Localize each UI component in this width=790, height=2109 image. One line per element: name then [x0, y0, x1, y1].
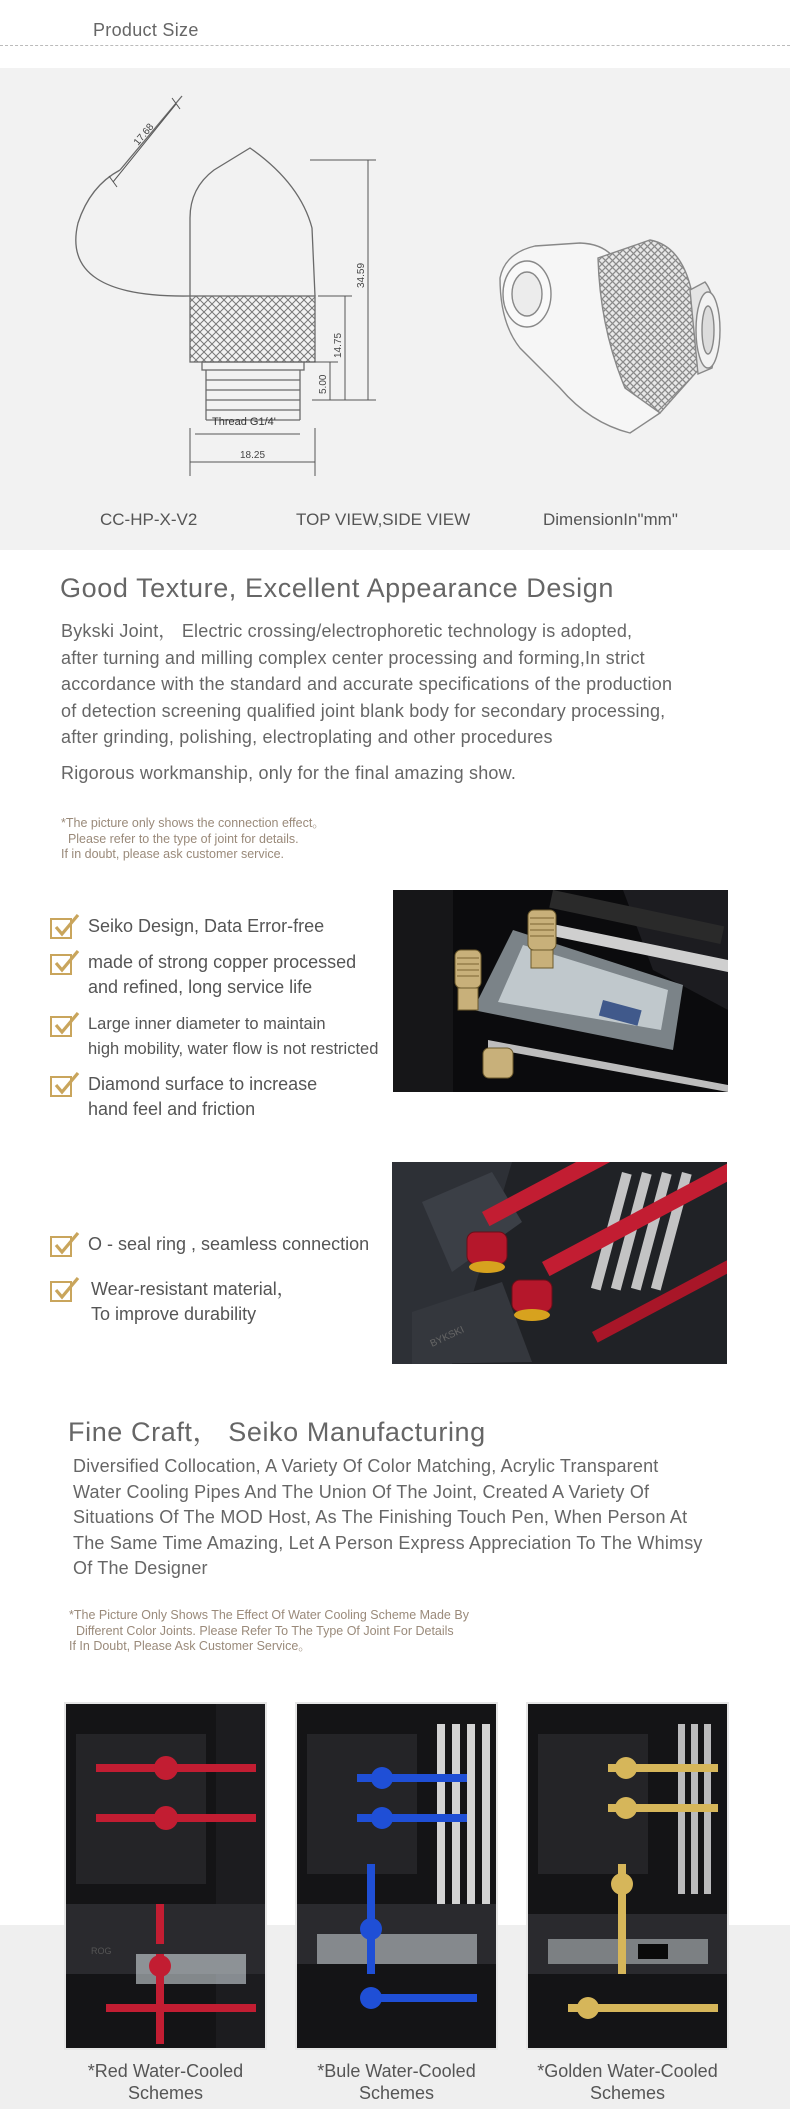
photo-acrylic-fitting — [393, 890, 728, 1092]
fitting-side-view — [500, 240, 720, 433]
check-icon — [50, 950, 80, 976]
note-line: Different Color Joints. Please Refer To The Type Of Joint For Details — [69, 1623, 454, 1638]
caption-views: TOP VIEW,SIDE VIEW — [296, 510, 471, 529]
feature-item — [50, 914, 324, 940]
dimension-drawing — [0, 68, 790, 550]
note-line: *The picture only shows the connection effect。 — [61, 816, 325, 830]
feature-item — [50, 1277, 295, 1327]
paragraph-line: after grinding, polishing, electroplating and other procedures — [61, 727, 553, 747]
feature-text: O - seal ring , seamless connection — [88, 1234, 370, 1254]
feature-item — [50, 1072, 317, 1122]
svg-text:BYKSKI: BYKSKI — [428, 1324, 467, 1350]
scheme-image-red — [66, 1704, 265, 2048]
note-connection — [61, 816, 325, 863]
check-icon — [50, 1232, 80, 1258]
dim-label-34-59: 34.59 — [356, 262, 367, 288]
paragraph-line: Diversified Collocation, A Variety Of Color Matching, Acrylic Transparent — [73, 1456, 659, 1476]
scheme-caption: *Golden Water-Cooled Schemes — [537, 2061, 718, 2103]
paragraph-line: Water Cooling Pipes And The Union Of The Joint, Created A Variety Of — [73, 1481, 650, 1502]
scheme-card-blue — [295, 1702, 498, 2050]
feature-item — [50, 1012, 378, 1062]
dim-label-17-68: 17.68 — [131, 121, 157, 148]
scheme-card-gold — [526, 1702, 729, 2050]
scheme-image-gold — [528, 1704, 727, 2048]
svg-text:ROG: ROG — [91, 1946, 112, 1956]
dimension-panel — [0, 68, 790, 550]
heading-texture: Good Texture, Excellent Appearance Design — [60, 573, 614, 603]
dim-label-18-25: 18.25 — [240, 450, 266, 461]
elbow-outline-drawing — [76, 96, 315, 420]
dim-label-14-75: 14.75 — [333, 332, 344, 358]
note-line: If in doubt, please ask customer service. — [61, 847, 285, 861]
caption-model: CC-HP-X-V2 — [100, 510, 198, 529]
tagline: Rigorous workmanship, only for the final amazing show. — [61, 763, 517, 783]
feature-text: Seiko Design, Data Error-free — [88, 916, 325, 936]
check-icon — [50, 1012, 80, 1038]
paragraph-line: accordance with the standard and accurate specifications of the production — [61, 674, 673, 694]
scheme-caption: *Red Water-Cooled Schemes — [87, 2061, 244, 2103]
scheme-caption: *Bule Water-Cooled Schemes — [317, 2061, 476, 2103]
heading-craft: Fine Craft， Seiko Manufacturing — [68, 1417, 486, 1447]
feature-text: made of strong copper processed and refined, long service life — [88, 952, 357, 997]
scheme-image-blue — [297, 1704, 496, 2048]
section-header — [0, 0, 790, 46]
check-icon — [50, 1277, 80, 1303]
paragraph-line: Of The Designer — [73, 1558, 208, 1579]
caption-unit: DimensionIn"mm" — [543, 510, 678, 529]
check-icon — [50, 1072, 80, 1098]
scheme-card-red — [64, 1702, 267, 2050]
section-title: Product Size — [93, 20, 199, 40]
dim-label-thread: Thread G1/4' — [212, 416, 276, 428]
paragraph-line: Bykski Joint， Electric crossing/electrophoretic technology is adopted, — [61, 621, 633, 641]
paragraph-line: of detection screening qualified joint blank body for secondary processing, — [61, 700, 666, 721]
feature-item — [50, 1232, 369, 1258]
note-line: Please refer to the type of joint for details. — [61, 831, 299, 846]
paragraph-line: The Same Time Amazing, Let A Person Express Appreciation To The Whimsy — [73, 1532, 703, 1553]
note-scheme — [69, 1608, 469, 1655]
dim-label-5-00: 5.00 — [318, 374, 329, 394]
note-line: *The Picture Only Shows The Effect Of Water Cooling Scheme Made By — [69, 1608, 469, 1622]
check-icon — [50, 914, 80, 940]
feature-text: Large inner diameter to maintain high mobility, water flow is not restricted — [88, 1015, 379, 1058]
paragraph-texture — [61, 618, 672, 751]
feature-item — [50, 950, 356, 1000]
note-line: If In Doubt, Please Ask Customer Service。 — [69, 1639, 311, 1653]
photo-red-pipes — [392, 1162, 727, 1364]
feature-text: Wear-resistant material， To improve durability — [91, 1279, 295, 1324]
paragraph-craft — [73, 1454, 703, 1582]
paragraph-line: Situations Of The MOD Host, As The Finishing Touch Pen, When Person At — [73, 1507, 688, 1528]
feature-text: Diamond surface to increase hand feel and friction — [88, 1074, 318, 1119]
paragraph-line: after turning and milling complex center processing and forming,In strict — [61, 647, 645, 668]
